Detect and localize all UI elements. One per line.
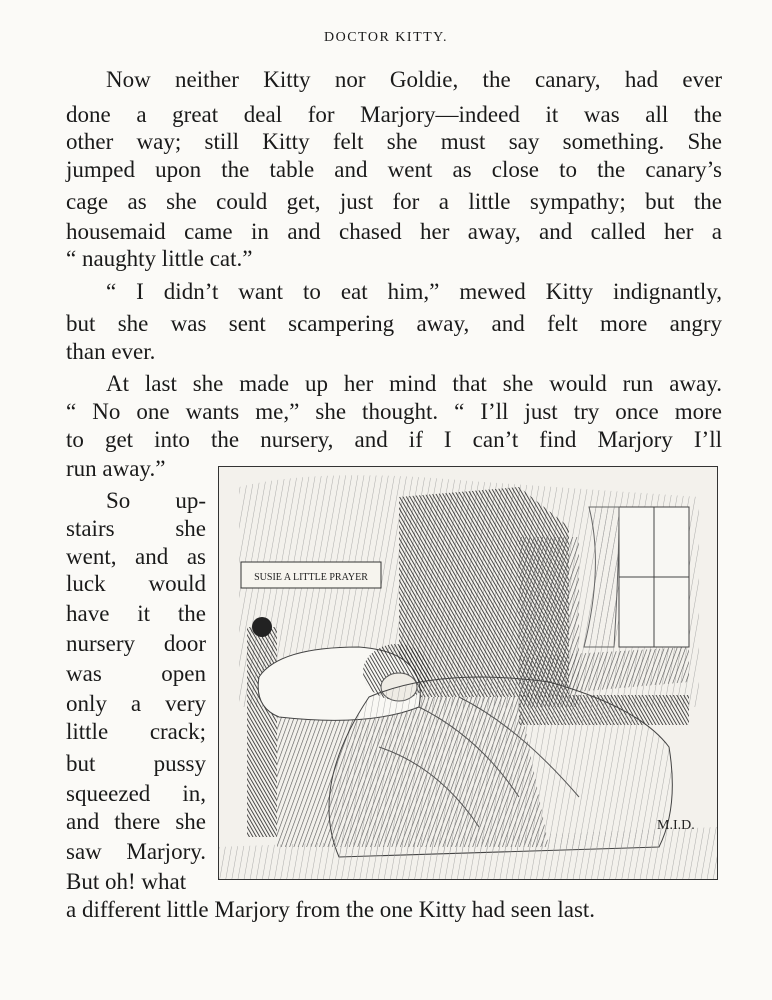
- text-line: housemaid came in and chased her away, and called her a: [66, 219, 722, 244]
- text-line: luck would: [66, 571, 206, 596]
- text-line: but she was sent scampering away, and felt more angry: [66, 311, 722, 336]
- text-line: squeezed in,: [66, 781, 206, 806]
- text-line: other way; still Kitty felt she must say something. She: [66, 129, 722, 154]
- wall-sign-text: SUSIE A LITTLE PRAYER: [254, 572, 368, 583]
- text-line: “ I didn’t want to eat him,” mewed Kitty indignantly,: [106, 279, 722, 304]
- text-line: was open: [66, 661, 206, 686]
- illustration-sleeping-girl: [218, 466, 718, 880]
- text-line: and there she: [66, 809, 206, 834]
- artist-signature: M.I.D.: [657, 818, 695, 833]
- text-line: run away.”: [66, 456, 166, 481]
- text-line: only a very: [66, 691, 206, 716]
- text-line: but pussy: [66, 751, 206, 776]
- text-line: cage as she could get, just for a little sympathy; but the: [66, 189, 722, 214]
- text-line: jumped upon the table and went as close to the canary’s: [66, 157, 722, 182]
- text-line: went, and as: [66, 544, 206, 569]
- text-line: little crack;: [66, 719, 206, 744]
- text-line: stairs she: [66, 516, 206, 541]
- engraving-drawing: [219, 467, 717, 879]
- text-line: than ever.: [66, 339, 156, 364]
- text-line: done a great deal for Marjory—indeed it was all the: [66, 102, 722, 127]
- text-line: “ No one wants me,” she thought. “ I’ll just try once more: [66, 399, 722, 424]
- text-line: to get into the nursery, and if I can’t find Marjory I’ll: [66, 427, 722, 452]
- text-line: But oh! what: [66, 869, 187, 894]
- running-head: DOCTOR KITTY.: [324, 30, 448, 45]
- text-line: have it the: [66, 601, 206, 626]
- text-line: saw Marjory.: [66, 839, 206, 864]
- text-line: a different little Marjory from the one Kitty had seen last.: [66, 897, 596, 922]
- text-line: nursery door: [66, 631, 206, 656]
- text-line: Now neither Kitty nor Goldie, the canary, had ever: [106, 67, 722, 92]
- text-line: At last she made up her mind that she would run away.: [106, 371, 722, 396]
- text-line: “ naughty little cat.”: [66, 246, 253, 271]
- text-line: So up-: [106, 488, 206, 513]
